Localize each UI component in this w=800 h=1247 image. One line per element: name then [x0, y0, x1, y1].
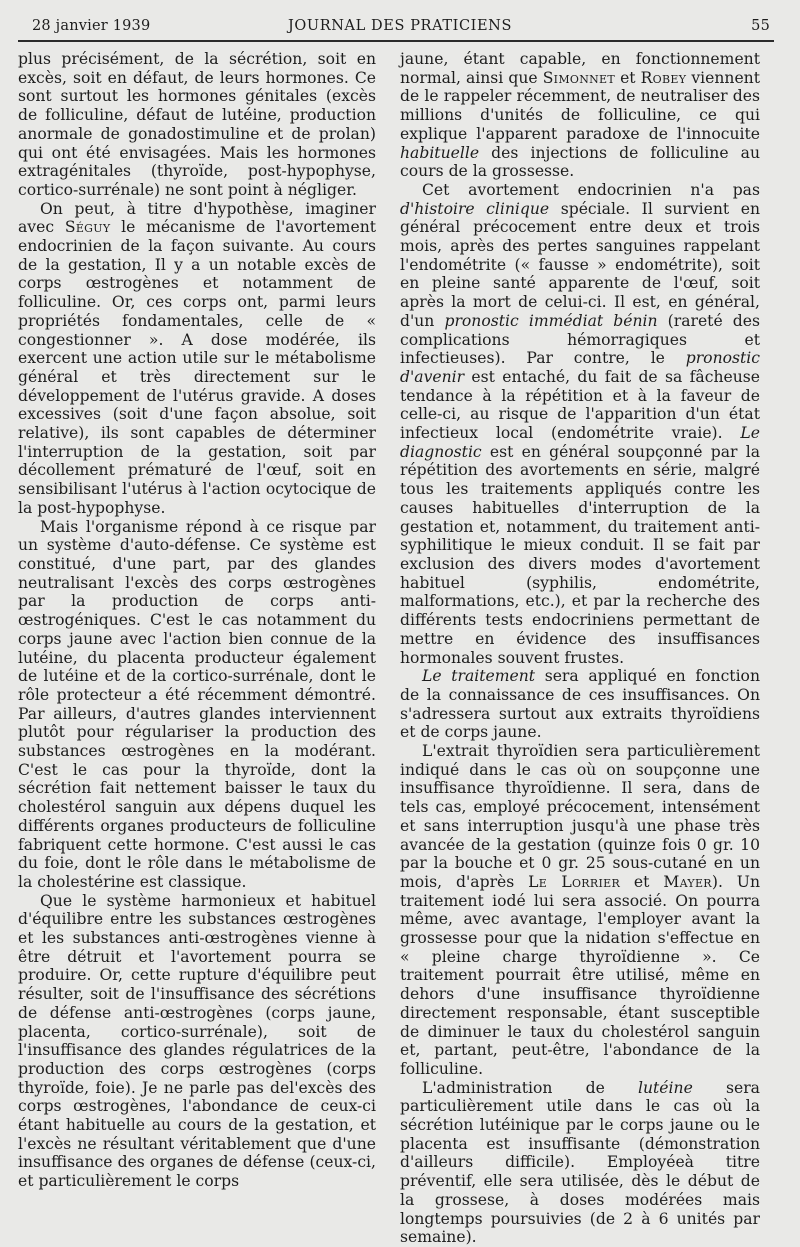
- journal-title: JOURNAL DES PRATICIENS: [288, 18, 512, 34]
- emphasis: Le diagnostic: [400, 424, 760, 461]
- left-paragraph-1: plus précisément, de la sécrétion, soit en excès, soit en défaut, de leurs hormones. Ce sont surtout les hormones génitales (excès de folliculine, défaut de lutéine, production anormale de gonadostimuline et de prolan) qui ont été envisagées. Mais les hormones extragénitales (thyroïde, post-hypophyse, cortico-surrénale) ne sont point à négliger.: [18, 50, 376, 199]
- author-name: Séguy: [64, 218, 111, 237]
- author-name: Simonnet: [542, 68, 616, 87]
- emphasis: habituelle: [400, 143, 480, 162]
- header-rule: [18, 40, 774, 42]
- page-header: [18, 12, 782, 40]
- emphasis: pronostic d'avenir: [400, 349, 760, 386]
- page-number: 55: [751, 18, 770, 34]
- issue-date: 28 janvier 1939: [32, 18, 151, 34]
- emphasis: d'histoire clinique: [400, 199, 550, 218]
- author-name: Le Lorrier: [528, 872, 621, 891]
- emphasis: pronostic immédiat bénin: [444, 311, 658, 330]
- left-paragraph-2: On peut, à titre d'hypothèse, imaginer avec Séguy le mécanisme de l'avortement endocrinien de la façon suivante. Au cours de la gestation, Il y a un notable excès de corps œstrogènes et notamment de folliculine. Or, ces corps ont, parmi leurs propriétés fondamentales, celle de « congestionner ». A dose modérée, ils exercent une action utile sur le métabolisme général et très directement sur le développement de l'utérus gravide. A doses excessives (soit d'une façon absolue, soit relative), ils sont capables de déterminer l'interruption de la gestation, soit par décollement prématuré de l'œuf, soit en sensibilisant l'utérus à l'action ocytocique de la post-hypophyse.: [18, 199, 377, 517]
- left-column: [18, 50, 376, 1191]
- right-paragraph-5: L'administration de lutéine sera particulièrement utile dans le cas où la sécrétion lutéinique par le corps jaune ou le placenta est insuffisante (démonstration d'ailleurs difficile). Employéeà titre préventif, elle sera utilisée, dès le début de la grossese, à doses modérées mais longtemps poursuivies (de 2 à 6 unités par semaine).: [400, 1078, 760, 1247]
- right-paragraph-2: Cet avortement endocrinien n'a pas d'histoire clinique spéciale. Il survient en général précocement entre deux et trois mois, après des pertes sanguines rappelant l'endométrite (« fausse » endométrite), soit en pleine santé apparente de l'œuf, soit après la mort de celui-ci. Il est, en général, d'un pronostic immédiat bénin (rareté des complications hémorragiques et infectieuses). Par contre, le pronostic d'avenir est entaché, du fait de sa fâcheuse tendance à la répétition et à la faveur de celle-ci, au risque de l'apparition d'un état infectieux local (endométrite vraie). Le diagnostic est en général soupçonné par la répétition des avortements en série, malgré tous les traitements appliqués contre les causes habituelles d'interruption de la gestation et, notamment, du traitement anti-syphilitique le mieux conduit. Il se fait par exclusion des divers modes d'avortement habituel (syphilis, endométrite, malformations, etc.), et par la recherche des différents tests endocriniens permettant de mettre en évidence des insuffisances hormonales souvent frustes.: [400, 180, 761, 667]
- left-paragraph-3: Mais l'organisme répond à ce risque par un système d'auto-défense. Ce système est constitué, d'une part, par des glandes neutralisant l'excès des corps œstrogènes par la production de corps anti-œstrogéniques. C'est le cas notamment du corps jaune avec l'action bien connue de la lutéine, du placenta producteur également de lutéine et de la cortico-surrénale, dont le rôle protecteur a été récemment démontré. Par ailleurs, d'autres glandes interviennent plutôt pour régulariser la production des substances œstrogènes en la modérant. C'est le cas pour la thyroïde, dont la sécrétion fait nettement baisser le taux du cholestérol sanguin aux dépens duquel les différents organes producteurs de folliculine fabriquent cette hormone. C'est aussi le cas du foie, dont le rôle dans le métabolisme de la cholestérine est classique.: [18, 517, 376, 891]
- author-name: Mayer: [663, 872, 712, 891]
- author-name: Robey: [640, 68, 687, 87]
- emphasis: lutéine: [638, 1078, 693, 1097]
- right-paragraph-3: Le traitement sera appliqué en fonction de la connaissance de ces insuffisances. On s'adressera surtout aux extraits thyroïdiens et de corps jaune.: [400, 667, 760, 742]
- emphasis: Le traitement: [422, 667, 536, 686]
- right-paragraph-4: L'extrait thyroïdien sera particulièrement indiqué dans le cas où on soupçonne une insuffisance thyroïdienne. Il sera, dans de tels cas, employé précocement, intensément et sans interruption jusqu'à une phase très avancée de la gestation (quinze fois 0 gr. 10 par la bouche et 0 gr. 25 sous-cutané en un mois, d'après Le Lorrier et Mayer). Un traitement iodé lui sera associé. On pourra même, avec avantage, l'employer avant la grossesse pour que la nidation s'effectue en « pleine charge thyroïdienne ». Ce traitement pourrait être utilisé, même en dehors d'une insuffisance thyroïdienne directement responsable, étant susceptible de diminuer le taux du cholestérol sanguin et, partant, peut-être, l'abondance de la folliculine.: [400, 742, 760, 1078]
- left-paragraph-4: Que le système harmonieux et habituel d'équilibre entre les substances œstrogènes et les substances anti-œstrogènes vienne à être détruit et l'avortement pourra se produire. Or, cette rupture d'équilibre peut résulter, soit de l'insuffisance des sécrétions de défense anti-œstrogènes (corps jaune, placenta, cortico-surrénale), soit de l'insuffisance des glandes régulatrices de la production des corps œstrogènes (corps thyroïde, foie). Je ne parle pas del'excès des corps œstrogènes, l'abondance de ceux-ci étant habituelle au cours de la gestation, et l'excès ne résultant véritablement que d'une insuffisance des organes de défense (ceux-ci, et particulièrement le corps: [18, 891, 376, 1191]
- right-column: [400, 50, 760, 1247]
- right-paragraph-1: jaune, étant capable, en fonctionnement normal, ainsi que Simonnet et Robey viennent de le rappeler récemment, de neutraliser des millions d'unités de folliculine, ce qui explique l'apparent paradoxe de l'innocuite habituelle des injections de folliculine au cours de la grossesse.: [400, 50, 760, 181]
